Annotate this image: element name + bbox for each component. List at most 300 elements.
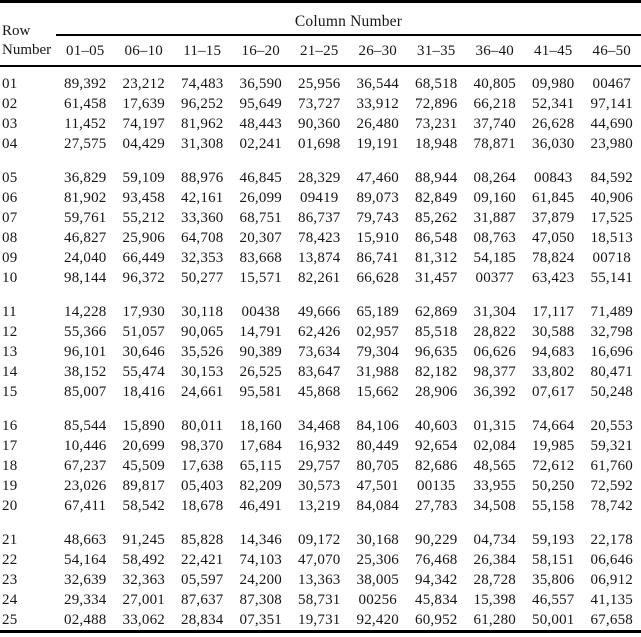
random-number-cell: 27,783 (415, 498, 458, 514)
random-number-cell: 00256 (358, 592, 397, 608)
random-number-cell: 48,565 (473, 458, 516, 474)
random-number-cell: 31,887 (473, 210, 516, 226)
table-row (0, 436, 641, 456)
random-number-cell: 94,683 (532, 344, 575, 360)
random-number-cell: 82,209 (239, 478, 282, 494)
random-number-cell: 20,307 (239, 230, 282, 246)
random-number-cell: 50,277 (181, 270, 224, 286)
random-number-cell: 01,315 (473, 418, 516, 434)
random-number-cell: 72,612 (532, 458, 575, 474)
row-number-cell: 12 (2, 324, 18, 340)
random-number-cell: 74,197 (122, 116, 165, 132)
random-number-cell: 09,172 (298, 532, 341, 548)
random-number-cell: 18,948 (415, 136, 458, 152)
random-number-cell: 19,985 (532, 438, 575, 454)
row-number-cell: 21 (2, 532, 18, 548)
random-number-cell: 36,392 (473, 384, 516, 400)
random-number-cell: 67,658 (590, 612, 633, 628)
random-number-cell: 65,115 (239, 458, 282, 474)
random-number-cell: 54,164 (64, 552, 107, 568)
random-number-cell: 97,141 (590, 96, 633, 112)
random-number-cell: 59,109 (122, 170, 165, 186)
random-number-cell: 86,741 (356, 250, 399, 266)
random-number-cell: 46,557 (532, 592, 575, 608)
random-number-cell: 64,708 (181, 230, 224, 246)
random-number-cell: 22,421 (181, 552, 224, 568)
random-number-cell: 30,118 (181, 304, 224, 320)
random-number-cell: 32,363 (122, 572, 165, 588)
random-number-cell: 80,705 (356, 458, 399, 474)
column-headers-row (0, 35, 641, 66)
random-number-cell: 54,185 (473, 250, 516, 266)
group-spacer-row (0, 516, 641, 523)
random-number-cell: 36,544 (356, 76, 399, 92)
random-number-cell: 86,548 (415, 230, 458, 246)
table-row (0, 322, 641, 342)
random-number-cell: 34,508 (473, 498, 516, 514)
random-number-cell: 58,731 (298, 592, 341, 608)
random-number-cell: 96,372 (122, 270, 165, 286)
random-number-cell: 31,304 (473, 304, 516, 320)
random-number-cell: 14,346 (239, 532, 282, 548)
random-number-cell: 85,518 (415, 324, 458, 340)
random-number-cell: 79,743 (356, 210, 399, 226)
row-number-cell: 18 (2, 458, 18, 474)
random-number-cell: 80,471 (590, 364, 633, 380)
random-number-cell: 61,280 (473, 612, 516, 628)
random-number-cell: 46,845 (239, 170, 282, 186)
random-number-cell: 85,007 (64, 384, 107, 400)
row-number-cell: 16 (2, 418, 18, 434)
random-number-cell: 96,635 (415, 344, 458, 360)
column-range-header: 41–45 (524, 35, 583, 66)
random-number-cell: 58,542 (122, 498, 165, 514)
random-number-cell: 29,334 (64, 592, 107, 608)
random-number-cell: 38,152 (64, 364, 107, 380)
column-range-header: 01–05 (56, 35, 115, 66)
random-number-cell: 00377 (475, 270, 514, 286)
random-number-cell: 08,763 (473, 230, 516, 246)
random-number-cell: 31,988 (356, 364, 399, 380)
random-number-cell: 15,890 (122, 418, 165, 434)
row-number-cell: 17 (2, 438, 18, 454)
table-row (0, 161, 641, 188)
random-number-cell: 36,030 (532, 136, 575, 152)
random-number-cell: 47,501 (356, 478, 399, 494)
random-number-cell: 17,117 (532, 304, 575, 320)
random-number-cell: 84,592 (590, 170, 633, 186)
random-number-cell: 40,906 (590, 190, 633, 206)
random-number-cell: 18,160 (239, 418, 282, 434)
random-number-cell: 96,252 (181, 96, 224, 112)
table-row (0, 496, 641, 516)
random-number-cell: 93,458 (122, 190, 165, 206)
random-number-cell: 06,626 (473, 344, 516, 360)
random-number-cell: 66,628 (356, 270, 399, 286)
random-number-cell: 15,662 (356, 384, 399, 400)
column-range-header: 21–25 (290, 35, 349, 66)
random-number-cell: 26,480 (356, 116, 399, 132)
random-number-cell: 28,906 (415, 384, 458, 400)
random-number-cell: 17,930 (122, 304, 165, 320)
random-number-cell: 15,571 (239, 270, 282, 286)
random-number-cell: 59,321 (590, 438, 633, 454)
random-number-cell: 18,678 (181, 498, 224, 514)
random-number-cell: 37,740 (473, 116, 516, 132)
random-number-cell: 40,805 (473, 76, 516, 92)
random-number-cell: 95,581 (239, 384, 282, 400)
random-number-cell: 87,308 (239, 592, 282, 608)
row-number-cell: 09 (2, 250, 18, 266)
random-number-cell: 82,686 (415, 458, 458, 474)
random-number-cell: 89,817 (122, 478, 165, 494)
random-number-cell: 32,353 (181, 250, 224, 266)
random-number-cell: 85,828 (181, 532, 224, 548)
random-number-cell: 02,957 (356, 324, 399, 340)
random-number-cell: 16,696 (590, 344, 633, 360)
random-number-cell: 46,491 (239, 498, 282, 514)
random-number-cell: 78,824 (532, 250, 575, 266)
random-number-cell: 72,592 (590, 478, 633, 494)
random-number-cell: 19,731 (298, 612, 341, 628)
table-row (0, 476, 641, 496)
row-number-cell: 23 (2, 572, 18, 588)
random-number-cell: 85,262 (415, 210, 458, 226)
random-number-cell: 90,229 (415, 532, 458, 548)
random-number-cell: 23,212 (122, 76, 165, 92)
random-number-cell: 59,761 (64, 210, 107, 226)
random-number-cell: 48,443 (239, 116, 282, 132)
random-number-cell: 23,026 (64, 478, 107, 494)
random-number-cell: 32,639 (64, 572, 107, 588)
random-number-cell: 51,057 (122, 324, 165, 340)
random-number-cell: 58,492 (122, 552, 165, 568)
random-number-cell: 91,245 (122, 532, 165, 548)
random-number-cell: 30,168 (356, 532, 399, 548)
table-row (0, 114, 641, 134)
random-number-cell: 11,452 (64, 116, 107, 132)
random-number-cell: 95,649 (239, 96, 282, 112)
random-number-cell: 61,458 (64, 96, 107, 112)
random-number-cell: 67,237 (64, 458, 107, 474)
row-number-cell: 03 (2, 116, 18, 132)
row-number-header-line2: Number (2, 42, 52, 58)
random-number-cell: 09,160 (473, 190, 516, 206)
random-number-cell: 20,553 (590, 418, 633, 434)
random-number-cell: 45,509 (122, 458, 165, 474)
random-number-cell: 37,879 (532, 210, 575, 226)
column-range-header: 46–50 (583, 35, 641, 66)
table-row (0, 248, 641, 268)
random-number-cell: 49,666 (298, 304, 341, 320)
column-range-header: 06–10 (115, 35, 174, 66)
random-number-cell: 31,457 (415, 270, 458, 286)
random-number-cell: 68,751 (239, 210, 282, 226)
table-row (0, 208, 641, 228)
random-number-cell: 33,360 (181, 210, 224, 226)
random-number-cell: 20,699 (122, 438, 165, 454)
random-number-cell: 81,312 (415, 250, 458, 266)
random-number-cell: 59,193 (532, 532, 575, 548)
random-number-cell: 26,099 (239, 190, 282, 206)
row-number-cell: 02 (2, 96, 18, 112)
random-number-cell: 45,834 (415, 592, 458, 608)
random-number-cell: 81,962 (181, 116, 224, 132)
random-number-cell: 66,218 (473, 96, 516, 112)
random-number-cell: 60,952 (415, 612, 458, 628)
random-number-cell: 47,460 (356, 170, 399, 186)
random-number-cell: 02,241 (239, 136, 282, 152)
random-number-cell: 72,896 (415, 96, 458, 112)
random-number-cell: 82,182 (415, 364, 458, 380)
random-number-cell: 82,261 (298, 270, 341, 286)
random-number-cell: 26,628 (532, 116, 575, 132)
random-number-cell: 55,158 (532, 498, 575, 514)
table-row (0, 66, 641, 94)
random-number-cell: 04,429 (122, 136, 165, 152)
random-number-cell: 06,912 (590, 572, 633, 588)
random-number-cell: 19,191 (356, 136, 399, 152)
random-number-cell: 83,647 (298, 364, 341, 380)
random-number-cell: 63,423 (532, 270, 575, 286)
random-number-cell: 88,944 (415, 170, 458, 186)
random-number-cell: 42,161 (181, 190, 224, 206)
row-number-cell: 10 (2, 270, 18, 286)
random-number-cell: 41,135 (590, 592, 633, 608)
random-number-cell: 17,638 (181, 458, 224, 474)
random-number-cell: 84,084 (356, 498, 399, 514)
random-number-cell: 92,654 (415, 438, 458, 454)
random-number-cell: 07,617 (532, 384, 575, 400)
group-header-row (0, 2, 641, 36)
group-spacer-row (0, 154, 641, 161)
row-number-cell: 11 (2, 304, 17, 320)
table-row (0, 590, 641, 610)
random-number-cell: 28,834 (181, 612, 224, 628)
table-row (0, 550, 641, 570)
random-number-cell: 67,411 (64, 498, 107, 514)
random-number-cell: 35,806 (532, 572, 575, 588)
random-number-cell: 48,663 (64, 532, 107, 548)
random-number-cell: 00438 (241, 304, 280, 320)
random-number-cell: 01,698 (298, 136, 341, 152)
random-number-cell: 16,932 (298, 438, 341, 454)
random-number-cell: 24,040 (64, 250, 107, 266)
random-number-cell: 46,827 (64, 230, 107, 246)
table-row (0, 94, 641, 114)
random-number-cell: 00467 (592, 76, 631, 92)
table-row (0, 409, 641, 436)
table-row (0, 295, 641, 322)
random-number-cell: 66,449 (122, 250, 165, 266)
random-number-cell: 04,734 (473, 532, 516, 548)
random-number-cell: 13,874 (298, 250, 341, 266)
random-number-cell: 90,389 (239, 344, 282, 360)
random-number-cell: 05,597 (181, 572, 224, 588)
row-number-cell: 15 (2, 384, 18, 400)
random-number-cell: 89,392 (64, 76, 107, 92)
random-number-cell: 05,403 (181, 478, 224, 494)
group-spacer-row (0, 288, 641, 295)
row-number-cell: 05 (2, 170, 18, 186)
row-number-cell: 14 (2, 364, 18, 380)
random-number-cell: 34,468 (298, 418, 341, 434)
random-number-cell: 36,829 (64, 170, 107, 186)
random-number-cell: 55,474 (122, 364, 165, 380)
random-number-cell: 25,956 (298, 76, 341, 92)
random-number-cell: 87,637 (181, 592, 224, 608)
row-number-cell: 13 (2, 344, 18, 360)
random-number-cell: 55,141 (590, 270, 633, 286)
table-row (0, 523, 641, 550)
random-number-cell: 83,668 (239, 250, 282, 266)
random-number-cell: 27,001 (122, 592, 165, 608)
random-number-cell: 09419 (300, 190, 339, 206)
random-number-cell: 92,420 (356, 612, 399, 628)
random-number-cell: 65,189 (356, 304, 399, 320)
random-number-cell: 36,590 (239, 76, 282, 92)
random-number-cell: 76,468 (415, 552, 458, 568)
random-number-cell: 73,727 (298, 96, 341, 112)
random-number-cell: 52,341 (532, 96, 575, 112)
random-number-cell: 18,513 (590, 230, 633, 246)
random-number-cell: 15,398 (473, 592, 516, 608)
column-range-header: 26–30 (349, 35, 408, 66)
random-number-cell: 98,370 (181, 438, 224, 454)
random-number-cell: 50,001 (532, 612, 575, 628)
random-number-cell: 17,639 (122, 96, 165, 112)
random-number-cell: 23,980 (590, 136, 633, 152)
random-number-cell: 79,304 (356, 344, 399, 360)
random-number-cell: 33,912 (356, 96, 399, 112)
row-number-cell: 24 (2, 592, 18, 608)
random-number-cell: 08,264 (473, 170, 516, 186)
random-number-cell: 61,845 (532, 190, 575, 206)
random-number-cell: 96,101 (64, 344, 107, 360)
random-number-cell: 28,329 (298, 170, 341, 186)
column-range-header: 31–35 (407, 35, 466, 66)
row-number-cell: 04 (2, 136, 18, 152)
random-number-cell: 90,360 (298, 116, 341, 132)
table-row (0, 342, 641, 362)
random-number-cell: 86,737 (298, 210, 341, 226)
random-number-cell: 98,144 (64, 270, 107, 286)
random-number-cell: 40,603 (415, 418, 458, 434)
random-number-cell: 61,760 (590, 458, 633, 474)
random-number-cell: 02,488 (64, 612, 107, 628)
table-row (0, 188, 641, 208)
random-number-cell: 28,822 (473, 324, 516, 340)
random-number-cell: 29,757 (298, 458, 341, 474)
random-number-cell: 00135 (417, 478, 456, 494)
random-number-cell: 24,200 (239, 572, 282, 588)
random-number-cell: 78,423 (298, 230, 341, 246)
table-row (0, 456, 641, 476)
random-number-cell: 32,798 (590, 324, 633, 340)
random-number-cell: 68,518 (415, 76, 458, 92)
random-number-cell: 94,342 (415, 572, 458, 588)
random-number-cell: 17,684 (239, 438, 282, 454)
group-spacer-row (0, 402, 641, 409)
random-number-cell: 14,228 (64, 304, 107, 320)
table-row (0, 382, 641, 402)
random-number-cell: 15,910 (356, 230, 399, 246)
random-number-cell: 18,416 (122, 384, 165, 400)
random-number-cell: 58,151 (532, 552, 575, 568)
random-number-cell: 07,351 (239, 612, 282, 628)
random-number-cell: 47,050 (532, 230, 575, 246)
random-number-cell: 27,575 (64, 136, 107, 152)
random-number-cell: 47,070 (298, 552, 341, 568)
random-number-cell: 85,544 (64, 418, 107, 434)
random-number-cell: 80,011 (181, 418, 224, 434)
random-number-cell: 26,525 (239, 364, 282, 380)
row-number-cell: 22 (2, 552, 18, 568)
random-number-cell: 00843 (534, 170, 573, 186)
random-number-cell: 50,248 (590, 384, 633, 400)
random-number-cell: 73,231 (415, 116, 458, 132)
random-number-cell: 13,363 (298, 572, 341, 588)
random-number-cell: 62,426 (298, 324, 341, 340)
random-number-cell: 73,634 (298, 344, 341, 360)
random-number-cell: 31,308 (181, 136, 224, 152)
random-number-cell: 50,250 (532, 478, 575, 494)
row-number-cell: 19 (2, 478, 18, 494)
random-number-cell: 30,573 (298, 478, 341, 494)
random-number-cell: 13,219 (298, 498, 341, 514)
random-number-cell: 30,646 (122, 344, 165, 360)
random-number-cell: 28,728 (473, 572, 516, 588)
random-number-cell: 89,073 (356, 190, 399, 206)
random-number-cell: 98,377 (473, 364, 516, 380)
row-number-header-line1: Row (2, 23, 31, 39)
random-number-cell: 24,661 (181, 384, 224, 400)
table-row (0, 134, 641, 154)
random-number-cell: 74,664 (532, 418, 575, 434)
random-number-cell: 74,483 (181, 76, 224, 92)
random-number-cell: 09,980 (532, 76, 575, 92)
row-number-cell: 06 (2, 190, 18, 206)
random-number-cell: 78,742 (590, 498, 633, 514)
random-number-cell: 22,178 (590, 532, 633, 548)
random-number-cell: 71,489 (590, 304, 633, 320)
random-number-cell: 81,902 (64, 190, 107, 206)
random-number-cell: 62,869 (415, 304, 458, 320)
random-number-cell: 74,103 (239, 552, 282, 568)
row-number-header (0, 2, 56, 67)
random-number-cell: 33,955 (473, 478, 516, 494)
random-number-cell: 90,065 (181, 324, 224, 340)
table-row (0, 610, 641, 632)
column-range-header: 36–40 (466, 35, 525, 66)
column-group-header: Column Number (56, 2, 641, 36)
random-number-cell: 38,005 (356, 572, 399, 588)
random-number-cell: 82,849 (415, 190, 458, 206)
random-number-cell: 25,906 (122, 230, 165, 246)
random-number-cell: 44,690 (590, 116, 633, 132)
table-row (0, 362, 641, 382)
row-number-cell: 01 (2, 76, 18, 92)
row-number-cell: 20 (2, 498, 18, 514)
random-number-cell: 35,526 (181, 344, 224, 360)
random-number-cell: 78,871 (473, 136, 516, 152)
table-row (0, 268, 641, 288)
table-row (0, 570, 641, 590)
random-number-cell: 25,306 (356, 552, 399, 568)
random-number-cell: 14,791 (239, 324, 282, 340)
random-number-cell: 26,384 (473, 552, 516, 568)
random-number-cell: 17,525 (590, 210, 633, 226)
